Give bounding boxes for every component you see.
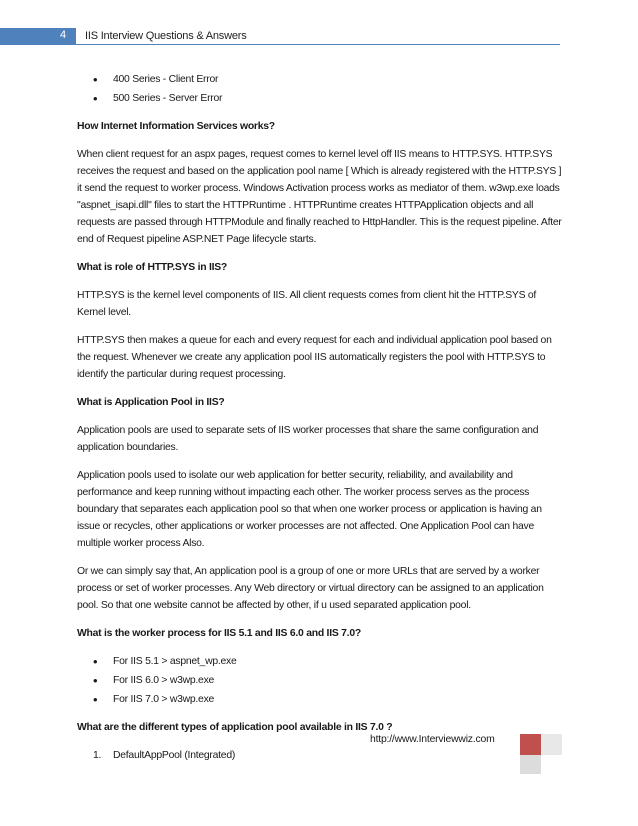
list-item-text: DefaultAppPool (Integrated) (113, 750, 236, 761)
list-item (77, 747, 567, 764)
footer-gray-square (541, 734, 562, 755)
question-heading: What is Application Pool in IIS? (77, 397, 225, 408)
footer-url[interactable]: http://www.Interviewwiz.com (370, 734, 495, 745)
worker-process-list (77, 653, 567, 708)
question-heading: What is the worker process for IIS 5.1 and IIS 6.0 and IIS 7.0? (77, 628, 361, 639)
list-item: • For IIS 6.0 > w3wp.exe (77, 672, 567, 689)
question-heading: How Internet Information Services works? (77, 121, 275, 132)
footer-red-square (520, 734, 541, 755)
answer-paragraph: HTTP.SYS then makes a queue for each and every request for each and individual application pool based on the request. Whenever we create any application pool IIS automatically registers the pool with HTTP.SYS to identify the particular during request processing. (77, 335, 552, 380)
answer-paragraph: Application pools are used to separate sets of IIS worker processes that share the same configuration and application boundaries. (77, 425, 539, 453)
page-number: 4 (60, 29, 67, 41)
footer-gray-square (520, 755, 541, 774)
answer-paragraph: When client request for an aspx pages, request comes to kernel level off IIS means to HTTP.SYS. HTTP.SYS receives the request and based on the application pool name [ Which is already registered with the HTTP.SYS ] it send the request to worker process. Windows Activation process works as mediator of them. w3wp.exe loads "aspnet_isapi.dll" files to start the HTTPRuntime . HTTPRuntime creates HTTPApplication objects and all requests are passed through HTTPModule and finally reached to HttpHandler. This is the request pipeline. After end of Request pipeline ASP.NET Page lifecycle starts. (77, 149, 562, 245)
page-header-title: IIS Interview Questions & Answers (85, 30, 247, 42)
answer-paragraph: Application pools used to isolate our web application for better security, reliability, and availability and performance and keep running without impacting each other. The worker process serves as the process boundary that separates each application pool so that when one worker process or application is having an issue or recycles, other applications or worker processes are not affected. One Application Pool can have multiple worker process Also. (77, 470, 542, 549)
list-item: • For IIS 7.0 > w3wp.exe (77, 691, 567, 708)
list-item: • 400 Series - Client Error (77, 71, 567, 88)
header-divider (76, 44, 560, 45)
answer-paragraph: Or we can simply say that, An application pool is a group of one or more URLs that are served by a worker process or set of worker processes. Any Web directory or virtual directory can be assigned to an application pool. So that one website cannot be affected by other, if u used separated application pool. (77, 566, 544, 611)
list-number: 1. (93, 750, 102, 761)
status-code-list (77, 71, 567, 107)
question-heading: What is role of HTTP.SYS in IIS? (77, 262, 227, 273)
answer-paragraph: HTTP.SYS is the kernel level components of IIS. All client requests comes from client hit the HTTP.SYS of Kernel level. (77, 290, 537, 318)
question-heading: What are the different types of application pool available in IIS 7.0 ? (77, 722, 393, 733)
list-item: • For IIS 5.1 > aspnet_wp.exe (77, 653, 567, 670)
document-body (77, 71, 567, 764)
app-pool-list (77, 747, 567, 764)
list-item: • 500 Series - Server Error (77, 90, 567, 107)
